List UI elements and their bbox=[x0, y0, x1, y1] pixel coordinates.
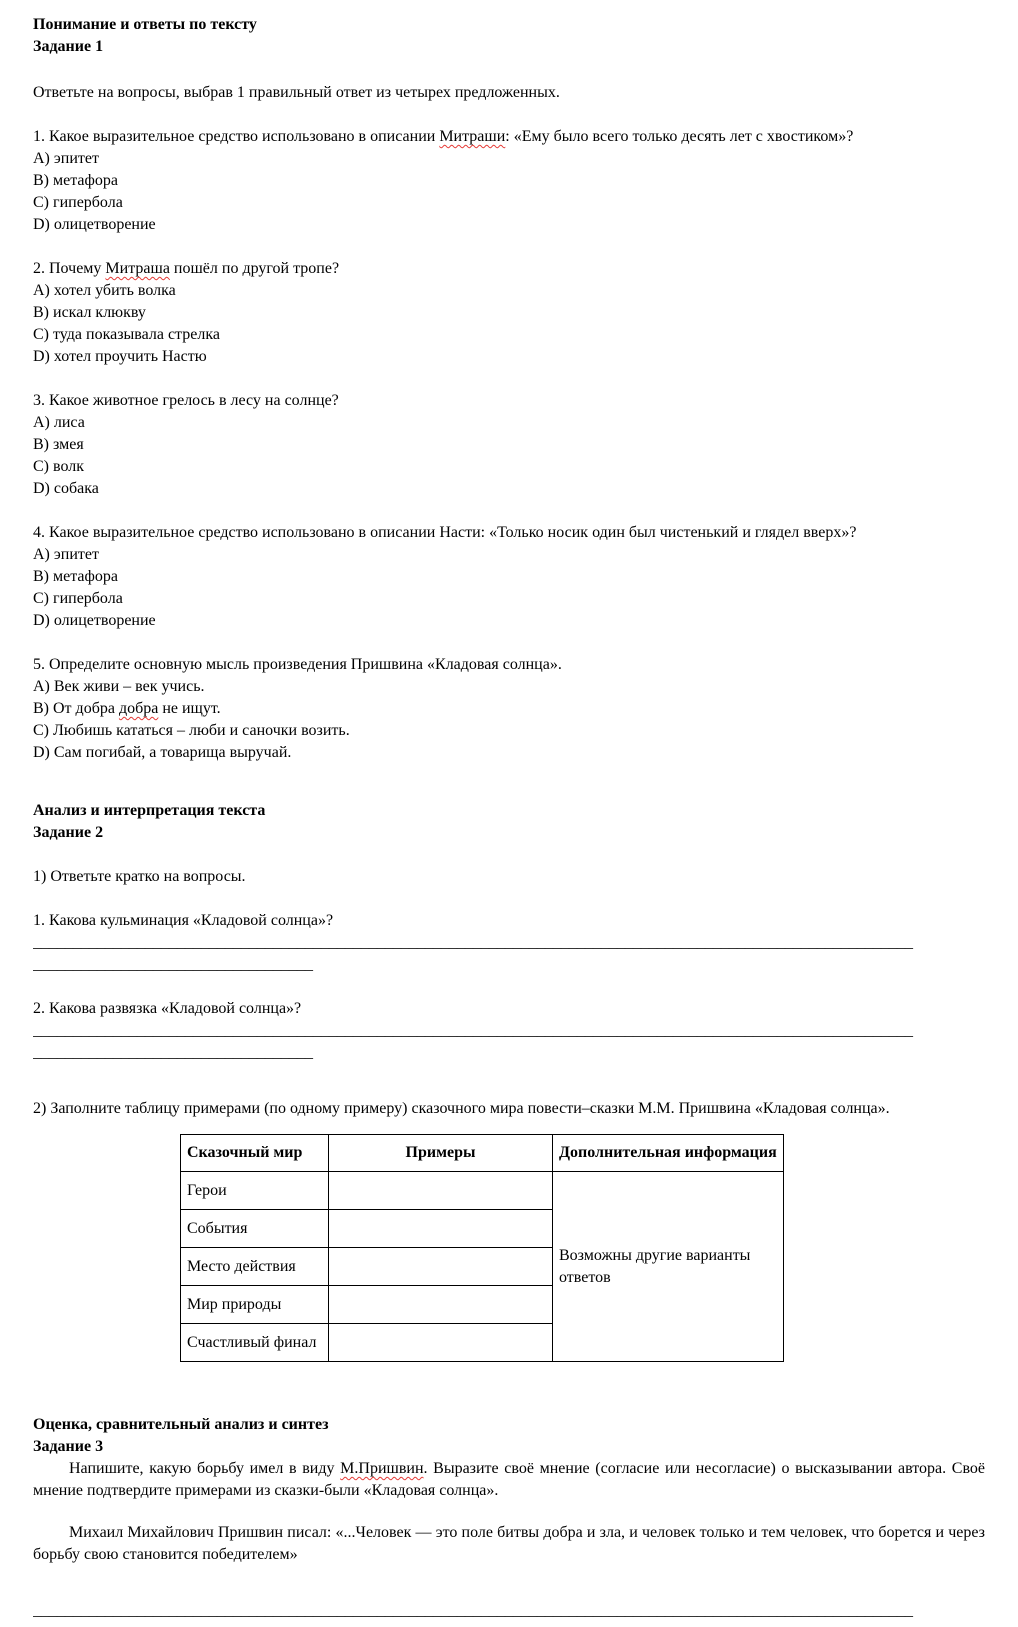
question-4-text: 4. Какое выразительное средство использовано в описании Насти: «Только носик один был чистенький и глядел вверх»? bbox=[33, 524, 857, 541]
section3-title: Оценка, сравнительный анализ и синтез bbox=[33, 1416, 329, 1433]
row-label-heroes: Герои bbox=[181, 1172, 329, 1210]
fairy-world-table bbox=[180, 1134, 784, 1362]
section2-title: Анализ и интерпретация текста bbox=[33, 802, 266, 819]
answer-blank-line: ___________________________________ bbox=[33, 1044, 313, 1061]
question-4-option-d: D) олицетворение bbox=[33, 612, 156, 629]
example-cell-happy-end bbox=[329, 1324, 553, 1362]
question-5-option-a: А) Век живи – век учись. bbox=[33, 678, 205, 695]
task3-heading: Задание 3 bbox=[33, 1438, 104, 1455]
question-1 bbox=[33, 126, 985, 236]
question-2-pre: 2. Почему bbox=[33, 260, 106, 277]
answer-blank-line: ___________________________________ bbox=[33, 956, 313, 973]
row-label-nature: Мир природы bbox=[181, 1286, 329, 1324]
question-2 bbox=[33, 258, 985, 368]
task3-p1-misspelled-word: М.Пришвин bbox=[340, 1460, 424, 1477]
question-3-text: 3. Какое животное грелось в лесу на солнце? bbox=[33, 392, 339, 409]
question-1-misspelled-word: Митраши bbox=[439, 128, 506, 145]
question-1-option-a: А) эпитет bbox=[33, 150, 99, 167]
question-4-option-a: А) эпитет bbox=[33, 546, 99, 563]
bottom-answer-line: ______________________________________________________________________________________________________________ bbox=[33, 1602, 913, 1619]
question-1-post: : «Ему было всего только десять лет с хвостиком»? bbox=[505, 128, 854, 145]
question-2-option-b: В) искал клюкву bbox=[33, 304, 146, 321]
question-3 bbox=[33, 390, 985, 500]
question-2-option-d: D) хотел проучить Настю bbox=[33, 348, 207, 365]
question-3-option-d: D) собака bbox=[33, 480, 99, 497]
task3-p1-post: . Выразите своё мнение (согласие или несогласие) о высказывании автора. Своё мнение подтвердите примерами из сказки-были «Кладовая солнца». bbox=[33, 1460, 986, 1499]
question-5-option-c: С) Любишь кататься – люби и саночки возить. bbox=[33, 722, 350, 739]
question-5 bbox=[33, 654, 985, 764]
header-fairy-world: Сказочный мир bbox=[181, 1135, 329, 1172]
question-5-option-b-post: не ищут. bbox=[158, 700, 221, 717]
task1-intro: Ответьте на вопросы, выбрав 1 правильный ответ из четырех предложенных. bbox=[33, 84, 560, 101]
question-1-option-b: В) метафора bbox=[33, 172, 118, 189]
example-cell-heroes bbox=[329, 1172, 553, 1210]
question-1-pre: 1. Какое выразительное средство использовано в описании bbox=[33, 128, 440, 145]
question-2-misspelled-word: Митраша bbox=[105, 260, 170, 277]
short-question-2: 2. Какова развязка «Кладовой солнца»? bbox=[33, 1000, 302, 1017]
example-cell-setting bbox=[329, 1248, 553, 1286]
question-3-option-c: С) волк bbox=[33, 458, 84, 475]
table-row bbox=[181, 1172, 784, 1210]
question-1-option-c: С) гипербола bbox=[33, 194, 123, 211]
table-header-row bbox=[181, 1135, 784, 1172]
question-4-option-b: В) метафора bbox=[33, 568, 118, 585]
task2-part1: 1) Ответьте кратко на вопросы. bbox=[33, 868, 246, 885]
question-4-option-c: С) гипербола bbox=[33, 590, 123, 607]
task3-paragraph-2: Михаил Михайлович Пришвин писал: «...Человек — это поле битвы добра и зла, и человек только и тем человек, что борется и через борьбу свою становится победителем» bbox=[33, 1524, 985, 1563]
task2-part2: 2) Заполните таблицу примерами (по одному примеру) сказочного мира повести–сказки М.М. Пришвина «Кладовая солнца». bbox=[33, 1100, 890, 1117]
question-5-option-d: D) Сам погибай, а товарища выручай. bbox=[33, 744, 292, 761]
question-4 bbox=[33, 522, 985, 632]
question-5-text: 5. Определите основную мысль произведения Пришвина «Кладовая солнца». bbox=[33, 656, 562, 673]
task2-heading: Задание 2 bbox=[33, 824, 104, 841]
question-1-option-d: D) олицетворение bbox=[33, 216, 156, 233]
question-5-option-b bbox=[33, 698, 985, 720]
question-5-option-b-repeated-word: добра bbox=[118, 700, 159, 717]
row-label-setting: Место действия bbox=[181, 1248, 329, 1286]
question-2-option-a: А) хотел убить волка bbox=[33, 282, 176, 299]
question-2-text bbox=[33, 258, 985, 280]
question-3-option-a: А) лиса bbox=[33, 414, 85, 431]
answer-blank-line: ______________________________________________________________________________________________________________ bbox=[33, 934, 913, 951]
task1-heading: Задание 1 bbox=[33, 38, 104, 55]
row-label-events: События bbox=[181, 1210, 329, 1248]
header-examples: Примеры bbox=[329, 1135, 553, 1172]
example-cell-events bbox=[329, 1210, 553, 1248]
note-cell: Возможны другие варианты ответов bbox=[553, 1172, 784, 1362]
answer-blank-line: ______________________________________________________________________________________________________________ bbox=[33, 1022, 913, 1039]
question-2-post: пошёл по другой тропе? bbox=[169, 260, 340, 277]
short-question-1: 1. Какова кульминация «Кладовой солнца»? bbox=[33, 912, 334, 929]
task3-paragraph-1 bbox=[33, 1458, 985, 1502]
question-5-option-b-pre: В) От добра bbox=[33, 700, 119, 717]
row-label-happy-end: Счастливый финал bbox=[181, 1324, 329, 1362]
task3-p1-pre: Напишите, какую борьбу имел в виду bbox=[69, 1460, 341, 1477]
section1-title: Понимание и ответы по тексту bbox=[33, 16, 257, 33]
question-3-option-b: В) змея bbox=[33, 436, 84, 453]
question-1-text bbox=[33, 126, 985, 148]
header-additional-info: Дополнительная информация bbox=[553, 1135, 784, 1172]
question-2-option-c: С) туда показывала стрелка bbox=[33, 326, 220, 343]
example-cell-nature bbox=[329, 1286, 553, 1324]
document bbox=[33, 14, 985, 1622]
